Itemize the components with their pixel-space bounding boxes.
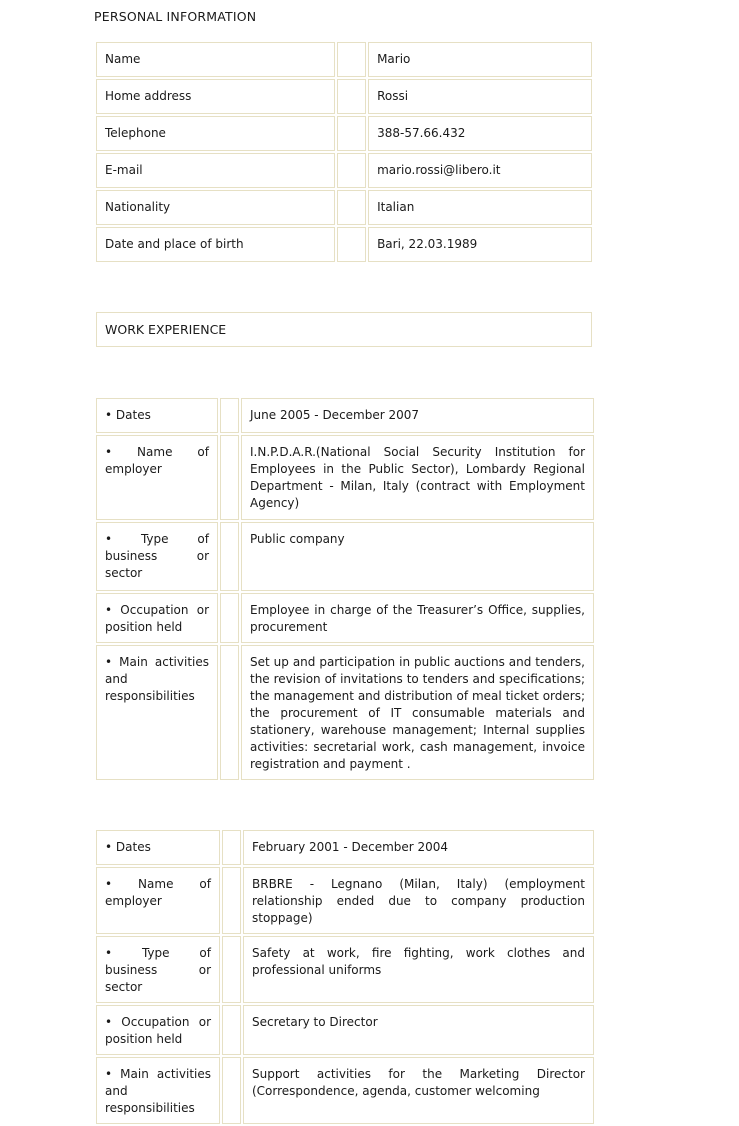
row-value: Secretary to Director bbox=[243, 1005, 594, 1055]
spacer-cell bbox=[222, 1005, 241, 1055]
spacer-cell bbox=[337, 153, 366, 188]
spacer-cell bbox=[337, 190, 366, 225]
row-value: Safety at work, fire fighting, work clothes and professional uniforms bbox=[243, 936, 594, 1003]
row-label: Telephone bbox=[96, 116, 335, 151]
work-experience-title: WORK EXPERIENCE bbox=[96, 312, 592, 347]
personal-info-title: PERSONAL INFORMATION bbox=[94, 9, 257, 24]
job-row-activities bbox=[96, 1057, 594, 1124]
spacer-cell bbox=[337, 116, 366, 151]
spacer-cell bbox=[337, 227, 366, 262]
row-label: Nationality bbox=[96, 190, 335, 225]
personal-row-address bbox=[96, 79, 592, 114]
spacer-cell bbox=[222, 936, 241, 1003]
row-label: • Main activities and responsibilities bbox=[96, 1057, 220, 1124]
job-row-dates bbox=[96, 830, 594, 865]
row-label: • Type of business or sector bbox=[96, 936, 220, 1003]
row-value: I.N.P.D.A.R.(National Social Security Institution for Employees in the Public Sector), Lombardy Regional Department - Milan, Italy (contract with Employment Agency) bbox=[241, 435, 594, 520]
row-label: • Dates bbox=[96, 830, 220, 865]
row-label: • Name of employer bbox=[96, 867, 220, 934]
row-value: Support activities for the Marketing Director (Correspondence, agenda, customer welcoming bbox=[243, 1057, 594, 1124]
spacer-cell bbox=[220, 645, 239, 780]
personal-row-name bbox=[96, 42, 592, 77]
row-value: Set up and participation in public auctions and tenders, the revision of invitations to tenders and specifications; the management and distribution of meal ticket orders; the procurement of IT consumable materials and stationery, warehouse management; Internal supplies activities: secretarial work, cash management, invoice registration and payment . bbox=[241, 645, 594, 780]
spacer-cell bbox=[222, 830, 241, 865]
job-table bbox=[94, 828, 596, 1126]
job-row-occupation bbox=[96, 1005, 594, 1055]
spacer-cell bbox=[222, 1057, 241, 1124]
row-label: • Name of employer bbox=[96, 435, 218, 520]
row-value: June 2005 - December 2007 bbox=[241, 398, 594, 433]
row-label: • Dates bbox=[96, 398, 218, 433]
row-label: E-mail bbox=[96, 153, 335, 188]
row-value: Rossi bbox=[368, 79, 592, 114]
personal-row-birth bbox=[96, 227, 592, 262]
row-value: 388-57.66.432 bbox=[368, 116, 592, 151]
job-row-dates bbox=[96, 398, 594, 433]
spacer-cell bbox=[220, 593, 239, 643]
row-label: Name bbox=[96, 42, 335, 77]
row-value: mario.rossi@libero.it bbox=[368, 153, 592, 188]
row-value: Italian bbox=[368, 190, 592, 225]
row-label: • Main activities and responsibilities bbox=[96, 645, 218, 780]
row-label: • Occupation or position held bbox=[96, 593, 218, 643]
row-value: Public company bbox=[241, 522, 594, 591]
row-value: Employee in charge of the Treasurer’s Office, supplies, procurement bbox=[241, 593, 594, 643]
job-row-occupation bbox=[96, 593, 594, 643]
personal-row-telephone bbox=[96, 116, 592, 151]
personal-row-email bbox=[96, 153, 592, 188]
spacer-cell bbox=[220, 398, 239, 433]
row-value: February 2001 - December 2004 bbox=[243, 830, 594, 865]
row-label: • Type of business or sector bbox=[96, 522, 218, 591]
row-label: Home address bbox=[96, 79, 335, 114]
row-value: Mario bbox=[368, 42, 592, 77]
spacer-cell bbox=[220, 435, 239, 520]
personal-row-nationality bbox=[96, 190, 592, 225]
job-table bbox=[94, 396, 596, 782]
spacer-cell bbox=[337, 79, 366, 114]
job-row-sector bbox=[96, 936, 594, 1003]
job-row-employer bbox=[96, 435, 594, 520]
row-value: BRBRE - Legnano (Milan, Italy) (employment relationship ended due to company production stoppage) bbox=[243, 867, 594, 934]
job-row-sector bbox=[96, 522, 594, 591]
job-row-activities bbox=[96, 645, 594, 780]
personal-info-table bbox=[94, 40, 594, 264]
row-label: • Occupation or position held bbox=[96, 1005, 220, 1055]
spacer-cell bbox=[220, 522, 239, 591]
spacer-cell bbox=[222, 867, 241, 934]
job-row-employer bbox=[96, 867, 594, 934]
row-label: Date and place of birth bbox=[96, 227, 335, 262]
row-value: Bari, 22.03.1989 bbox=[368, 227, 592, 262]
spacer-cell bbox=[337, 42, 366, 77]
